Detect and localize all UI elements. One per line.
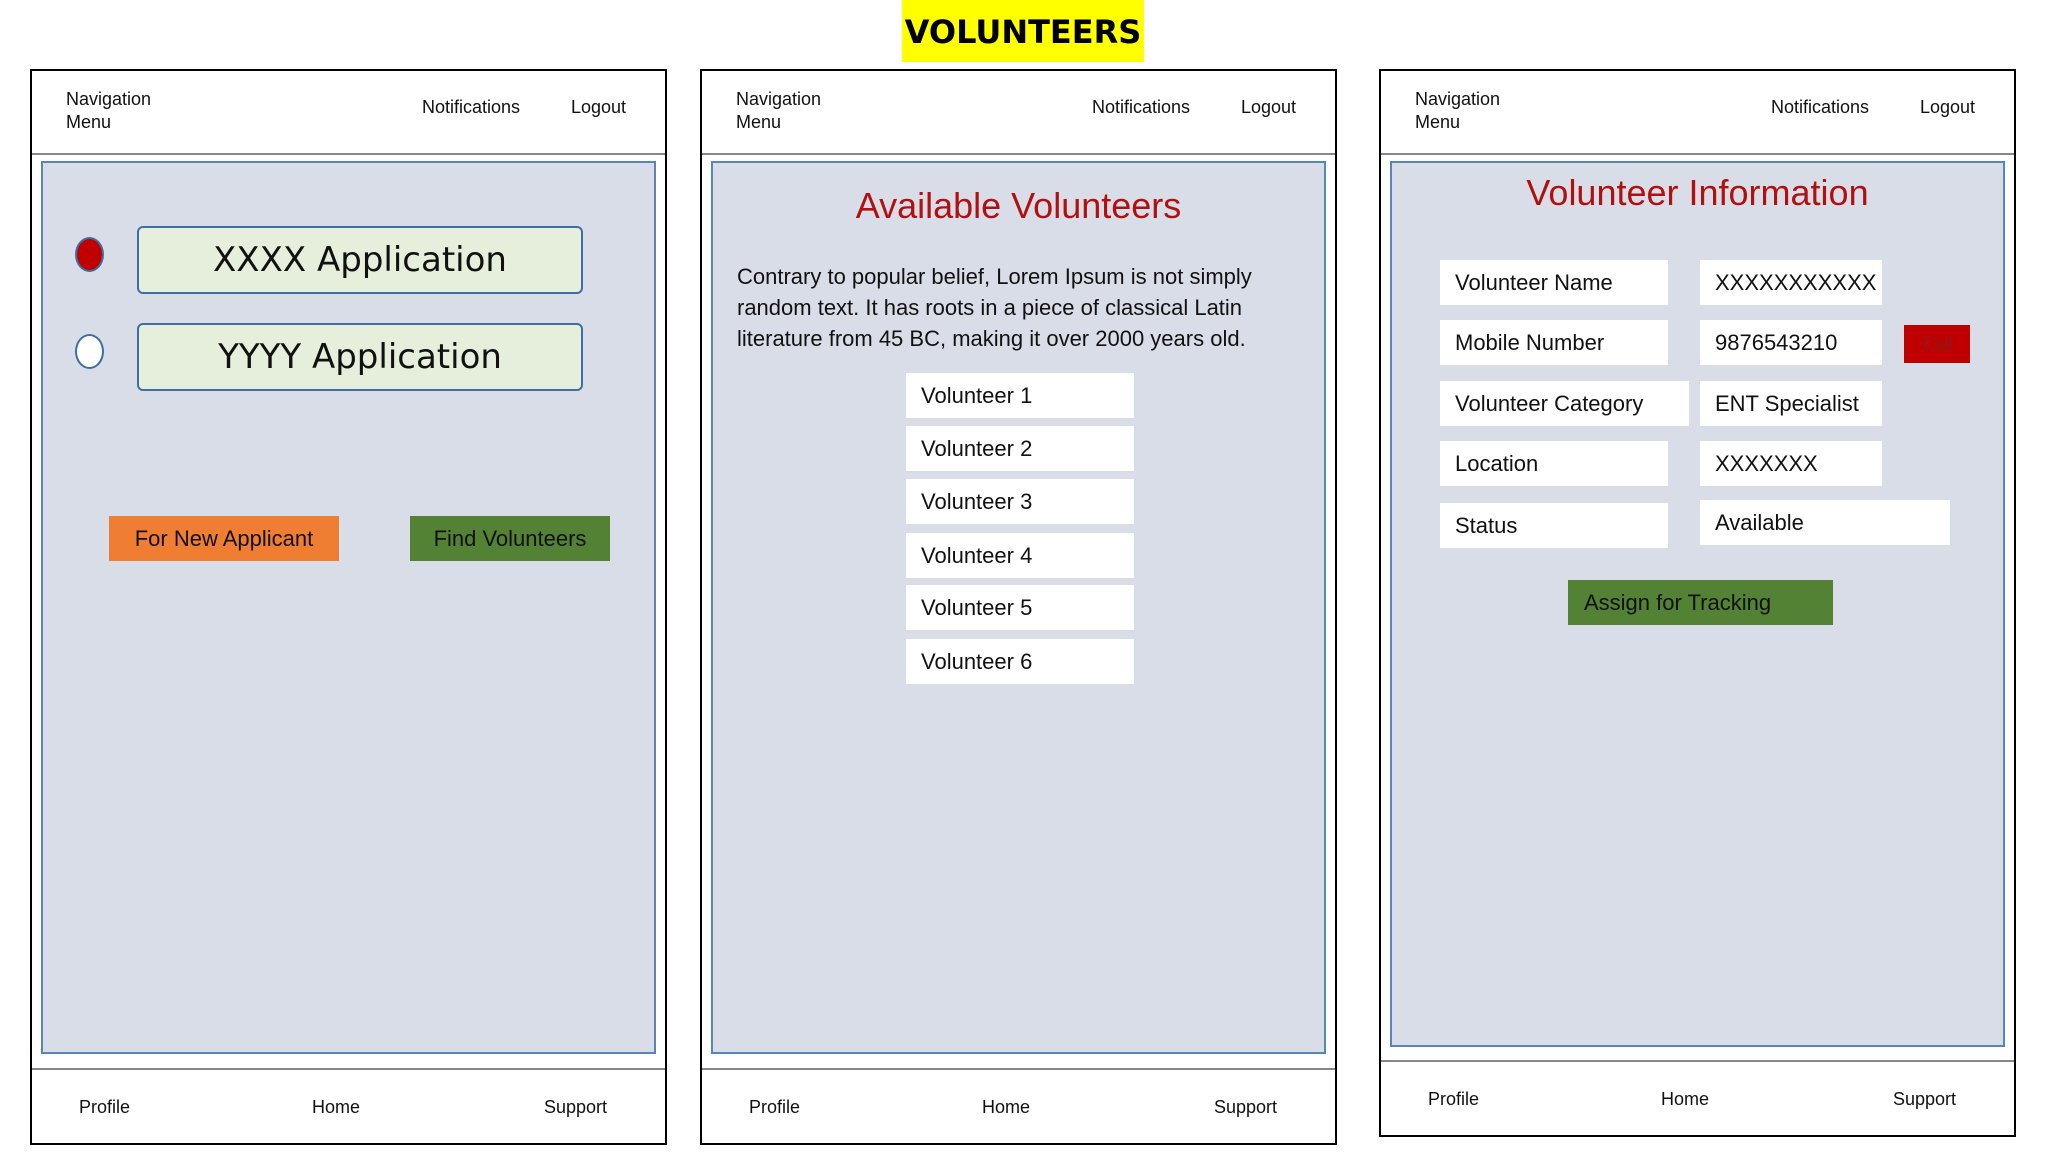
support-tab[interactable]: Support (1892, 1089, 1956, 1109)
call-button[interactable]: Call (1904, 325, 1970, 363)
application-radio-xxxx[interactable] (75, 237, 104, 272)
profile-tab[interactable]: Profile (79, 1097, 131, 1117)
mobile-number-label: Mobile Number (1440, 320, 1668, 365)
intro-text: Contrary to popular belief, Lorem Ipsum is not simply random text. It has roots in a piece of classical Latin literature from 45 BC, making it over 2000 years old. (737, 264, 1252, 351)
content-screen (1390, 161, 2005, 1047)
volunteer-name-value: XXXXXXXXXXX (1700, 260, 1882, 305)
volunteer-list-item[interactable]: Volunteer 1 (906, 373, 1134, 418)
available-volunteers-heading: Available Volunteers (855, 185, 1182, 226)
navigation-menu-link[interactable]: Navigation Menu (1415, 89, 1501, 132)
phone-mockup-available-volunteers (700, 69, 1337, 1145)
home-tab[interactable]: Home (982, 1097, 1031, 1117)
bottom-bar (1381, 1060, 2014, 1135)
profile-tab[interactable]: Profile (749, 1097, 801, 1117)
bottom-bar (32, 1068, 665, 1143)
mobile-number-value: 9876543210 (1700, 320, 1882, 365)
status-label: Status (1440, 503, 1668, 548)
application-radio-yyyy[interactable] (75, 334, 104, 369)
logout-link[interactable]: Logout (1240, 97, 1296, 117)
profile-tab[interactable]: Profile (1428, 1089, 1480, 1109)
home-tab[interactable]: Home (312, 1097, 361, 1117)
volunteer-list-item[interactable]: Volunteer 2 (906, 426, 1134, 471)
application-option-yyyy[interactable]: YYYY Application (137, 323, 583, 391)
volunteer-list-item[interactable]: Volunteer 4 (906, 533, 1134, 578)
top-bar (1381, 71, 2014, 155)
navigation-menu-link[interactable]: Navigation Menu (736, 89, 822, 132)
bottom-bar (702, 1068, 1335, 1143)
logout-link[interactable]: Logout (570, 97, 626, 117)
page-title: VOLUNTEERS (902, 0, 1144, 62)
status-value: Available (1700, 500, 1950, 545)
notifications-link[interactable]: Notifications (421, 97, 520, 117)
location-value: XXXXXXX (1700, 441, 1882, 486)
phone-mockup-applications (30, 69, 667, 1145)
top-bar (32, 71, 665, 155)
volunteer-list-item[interactable]: Volunteer 6 (906, 639, 1134, 684)
new-applicant-button[interactable]: For New Applicant (109, 516, 339, 561)
support-tab[interactable]: Support (543, 1097, 607, 1117)
volunteer-name-label: Volunteer Name (1440, 260, 1668, 305)
application-option-xxxx[interactable]: XXXX Application (137, 226, 583, 294)
phone-mockup-volunteer-information (1379, 69, 2016, 1137)
volunteer-category-value: ENT Specialist (1700, 381, 1882, 426)
volunteer-category-label: Volunteer Category (1440, 381, 1689, 426)
navigation-menu-link[interactable]: Navigation Menu (66, 89, 152, 132)
home-tab[interactable]: Home (1661, 1089, 1710, 1109)
notifications-link[interactable]: Notifications (1770, 97, 1869, 117)
volunteer-list-item[interactable]: Volunteer 3 (906, 479, 1134, 524)
volunteer-information-heading: Volunteer Information (1526, 172, 1869, 213)
content-screen (41, 161, 656, 1054)
logout-link[interactable]: Logout (1919, 97, 1975, 117)
assign-for-tracking-button[interactable]: Assign for Tracking (1568, 580, 1833, 625)
content-screen (711, 161, 1326, 1054)
find-volunteers-button[interactable]: Find Volunteers (410, 516, 610, 561)
volunteer-list-item[interactable]: Volunteer 5 (906, 585, 1134, 630)
top-bar (702, 71, 1335, 155)
support-tab[interactable]: Support (1213, 1097, 1277, 1117)
location-label: Location (1440, 441, 1668, 486)
notifications-link[interactable]: Notifications (1091, 97, 1190, 117)
